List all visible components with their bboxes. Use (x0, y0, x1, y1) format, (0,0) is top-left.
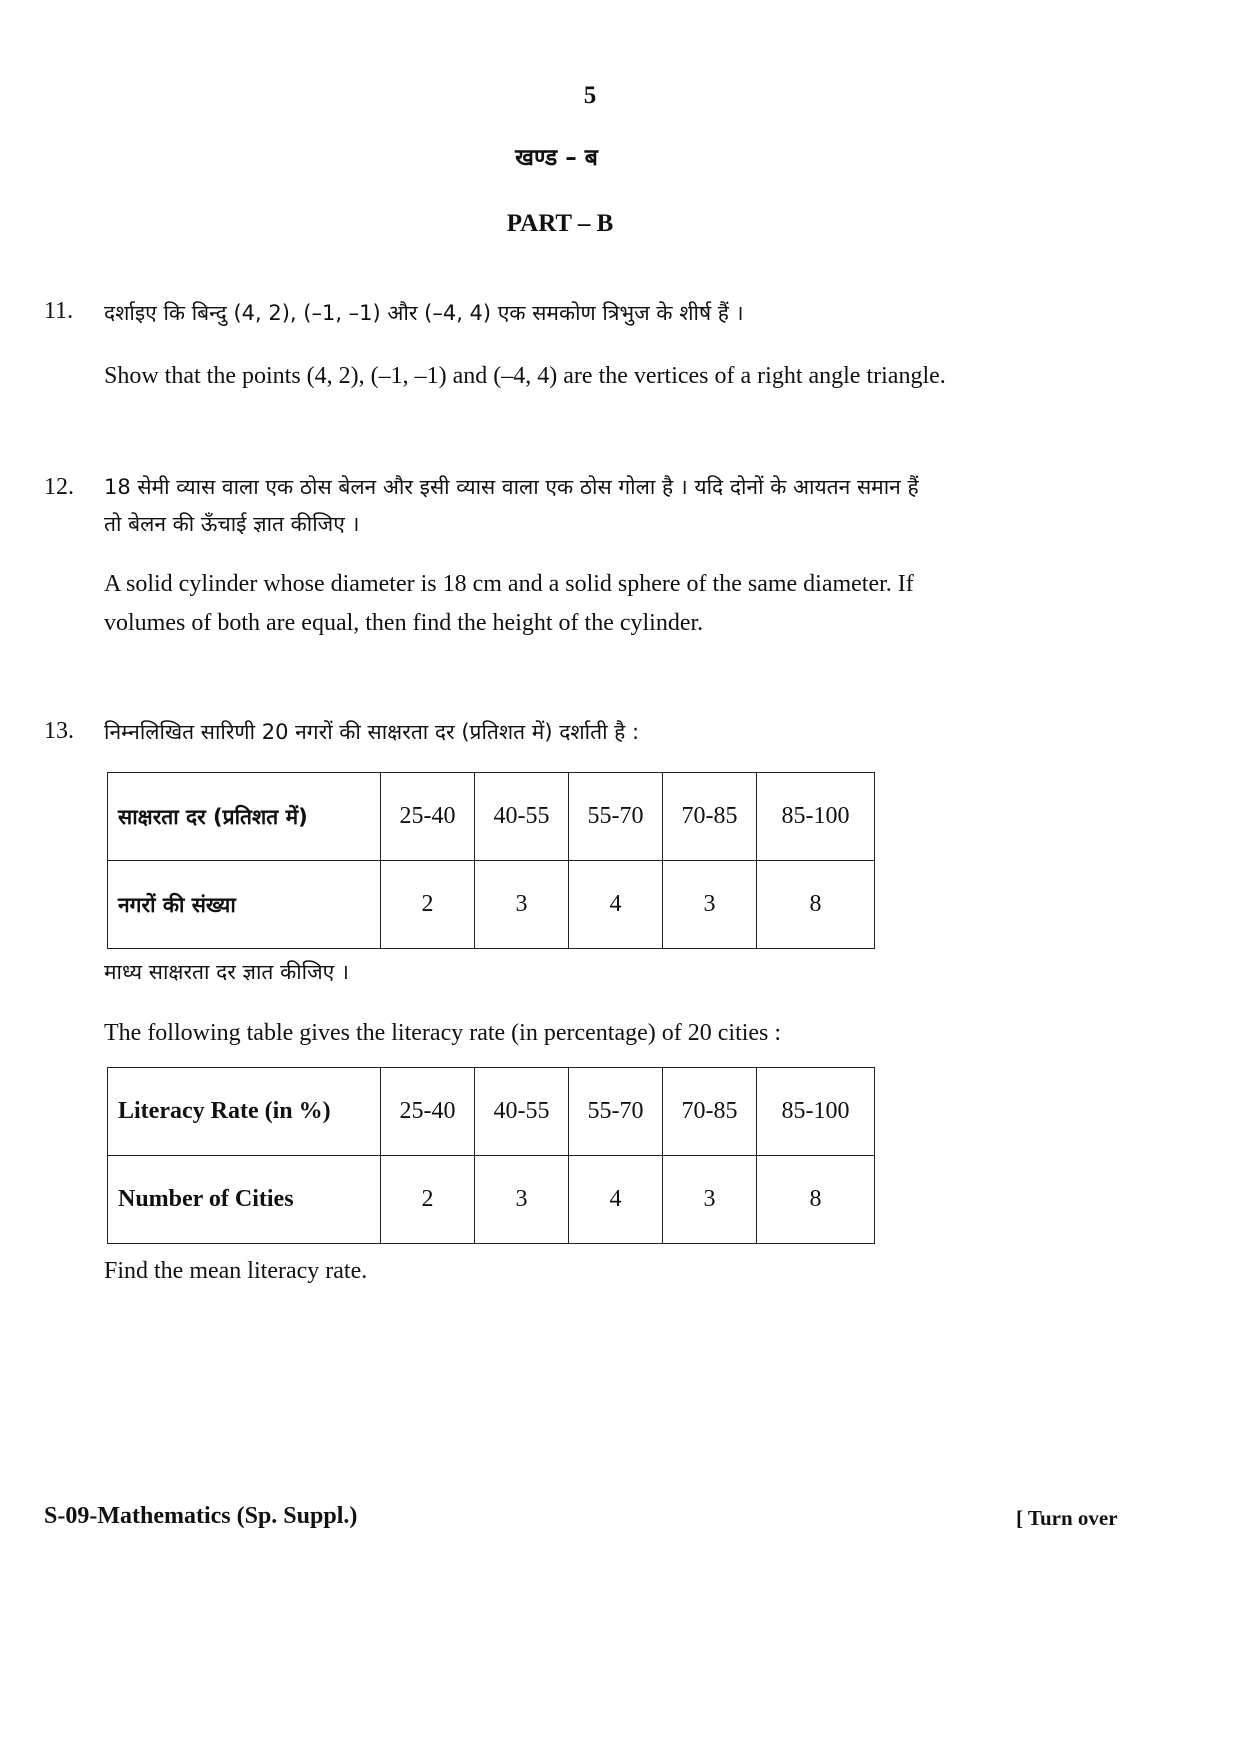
section-title-hindi: खण्ड – ब (515, 145, 598, 171)
table-cell: 2 (381, 861, 475, 949)
table-cell: 85-100 (757, 1068, 875, 1156)
table-cell: 70-85 (663, 1068, 757, 1156)
table-cell: 70-85 (663, 773, 757, 861)
table-cell: 25-40 (381, 1068, 475, 1156)
question-12-hindi-line2: तो बेलन की ऊँचाई ज्ञात कीजिए । (104, 512, 360, 536)
paper-code: S-09-Mathematics (Sp. Suppl.) (44, 1503, 358, 1529)
table-row (108, 1068, 875, 1156)
table-header-cell: Number of Cities (108, 1156, 381, 1244)
table-row (108, 1156, 875, 1244)
question-11-english: Show that the points (4, 2), (–1, –1) and (–4, 4) are the vertices of a right angle triangle. (104, 363, 946, 389)
table-row (108, 773, 875, 861)
question-12-english-line1: A solid cylinder whose diameter is 18 cm and a solid sphere of the same diameter. If (104, 571, 914, 597)
question-13-english-task: Find the mean literacy rate. (104, 1258, 368, 1284)
question-12-english-line2: volumes of both are equal, then find the height of the cylinder. (104, 610, 704, 636)
question-number-11: 11. (44, 298, 74, 324)
table-cell: 3 (663, 861, 757, 949)
hindi-literacy-table (107, 772, 875, 949)
table-cell: 8 (757, 861, 875, 949)
table-header-cell: नगरों की संख्या (108, 861, 381, 949)
table-cell: 3 (475, 861, 569, 949)
table-cell: 85-100 (757, 773, 875, 861)
question-13-english: The following table gives the literacy rate (in percentage) of 20 cities : (104, 1020, 782, 1046)
table-row (108, 861, 875, 949)
section-title-english: PART – B (506, 210, 614, 237)
table-cell: 2 (381, 1156, 475, 1244)
table-cell: 55-70 (569, 1068, 663, 1156)
page-number: 5 (583, 82, 597, 109)
turn-over-note: [ Turn over (1016, 1506, 1118, 1530)
table-cell: 3 (663, 1156, 757, 1244)
table-header-cell: Literacy Rate (in %) (108, 1068, 381, 1156)
table-header-cell: साक्षरता दर (प्रतिशत में) (108, 773, 381, 861)
table-cell: 4 (569, 861, 663, 949)
table-cell: 3 (475, 1156, 569, 1244)
question-number-12: 12. (44, 474, 74, 500)
table-cell: 55-70 (569, 773, 663, 861)
table-cell: 40-55 (475, 1068, 569, 1156)
table-cell: 40-55 (475, 773, 569, 861)
question-number-13: 13. (44, 718, 74, 744)
question-13-hindi: निम्नलिखित सारिणी 20 नगरों की साक्षरता दर (प्रतिशत में) दर्शाती है : (104, 720, 640, 744)
table-cell: 4 (569, 1156, 663, 1244)
question-13-hindi-task: माध्य साक्षरता दर ज्ञात कीजिए । (104, 960, 349, 984)
table-cell: 25-40 (381, 773, 475, 861)
question-11-hindi: दर्शाइए कि बिन्दु (4, 2), (–1, –1) और (–4, 4) एक समकोण त्रिभुज के शीर्ष हैं । (104, 301, 744, 325)
table-cell: 8 (757, 1156, 875, 1244)
question-12-hindi-line1: 18 सेमी व्यास वाला एक ठोस बेलन और इसी व्यास वाला एक ठोस गोला है । यदि दोनों के आयतन समान हैं (104, 475, 919, 499)
english-literacy-table (107, 1067, 875, 1244)
